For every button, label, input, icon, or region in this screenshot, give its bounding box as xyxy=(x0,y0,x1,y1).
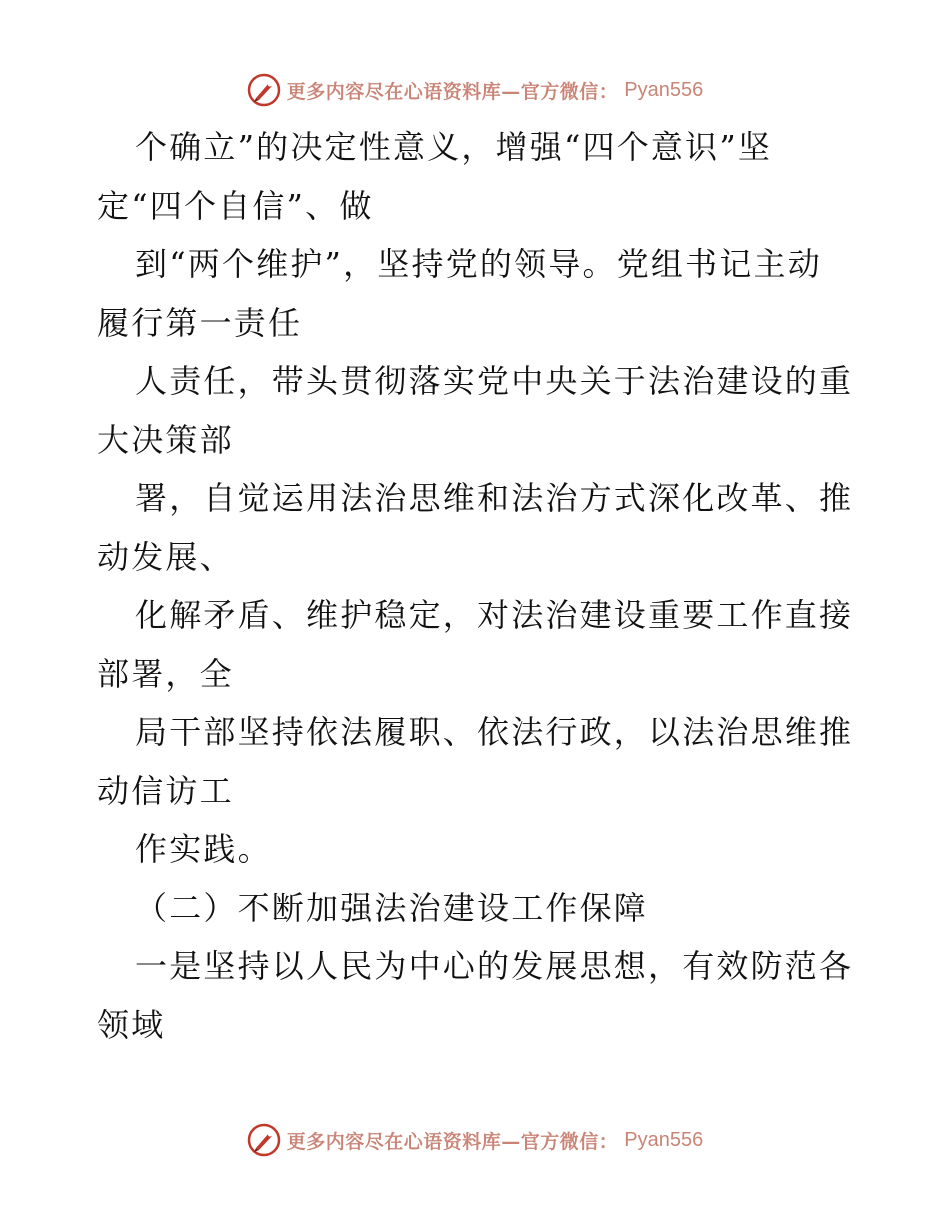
text-line: 到“两个维护”，坚持党的领导。党组书记主动 xyxy=(135,245,822,283)
header-banner-text: 更多内容尽在心语资料库—官方微信： xyxy=(286,80,619,103)
text-line: 大决策部 xyxy=(97,420,234,459)
text-line: 领域 xyxy=(97,1005,166,1044)
text-line: 局干部坚持依法履职、依法行政，以法治思维推 xyxy=(135,713,854,751)
pen-logo-icon xyxy=(247,73,281,107)
text-line: 个确立”的决定性意义，增强“四个意识”坚 xyxy=(135,128,773,166)
section-heading: （二）不断加强法治建设工作保障 xyxy=(135,888,649,927)
text-line: 动信访工 xyxy=(97,771,234,810)
text-line: 作实践。 xyxy=(135,830,272,868)
text-line: 一是坚持以人民为中心的发展思想，有效防范各 xyxy=(135,947,854,985)
pen-logo-icon xyxy=(247,1123,281,1157)
footer-wechat-id: Pyan556 xyxy=(624,1128,704,1151)
document-body xyxy=(97,118,857,1054)
header-wechat-id: Pyan556 xyxy=(624,78,704,101)
text-line: 化解矛盾、维护稳定，对法治建设重要工作直接 xyxy=(135,596,854,634)
text-line: 人责任，带头贯彻落实党中央关于法治建设的重 xyxy=(135,362,854,400)
header-banner xyxy=(0,70,950,110)
footer-banner xyxy=(0,1120,950,1160)
text-line: 署，自觉运用法治思维和法治方式深化改革、推 xyxy=(135,479,854,517)
text-line: 履行第一责任 xyxy=(97,303,303,342)
text-line: 定“四个自信”、做 xyxy=(97,186,374,225)
footer-banner-text: 更多内容尽在心语资料库—官方微信： xyxy=(286,1130,619,1153)
text-line: 部署，全 xyxy=(97,654,234,693)
text-line: 动发展、 xyxy=(97,537,234,576)
